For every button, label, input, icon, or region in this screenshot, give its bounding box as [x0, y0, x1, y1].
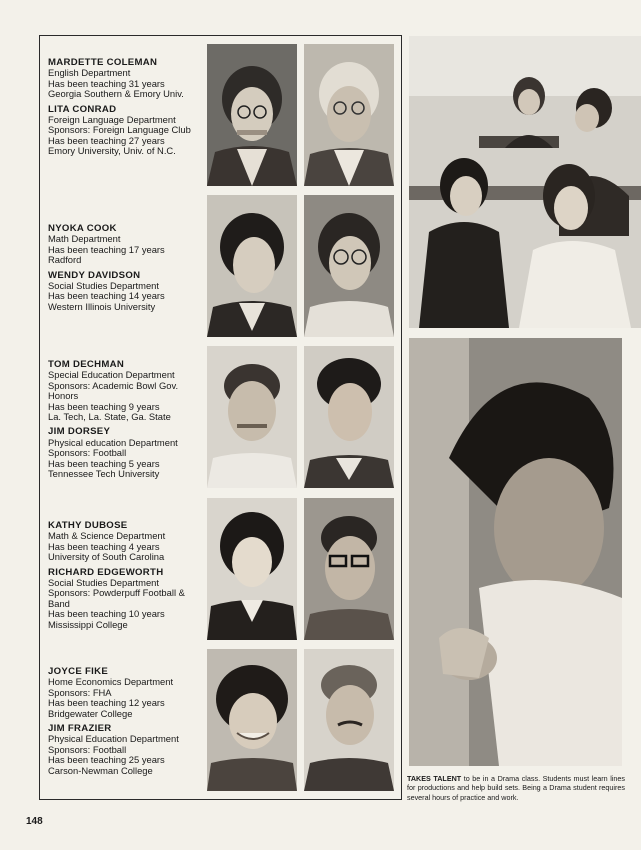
teacher-name: NYOKA COOK	[48, 223, 117, 234]
teacher-detail: Has been teaching 12 years	[48, 698, 165, 709]
teacher-detail: Math Department	[48, 234, 121, 245]
caption-text: to be in a Drama class. Students must learn lines for productions and help build sets. Being a Drama student requires several hours of practice and work.	[407, 774, 625, 802]
faculty-entry	[48, 58, 204, 100]
portrait-photo	[207, 195, 297, 337]
faculty-block-2	[48, 224, 204, 317]
faculty-entry	[48, 271, 204, 313]
teacher-name: JOYCE FIKE	[48, 666, 109, 677]
teacher-detail: Carson-Newman College	[48, 765, 153, 776]
teacher-name: MARDETTE COLEMAN	[48, 57, 158, 68]
teacher-detail: Social Studies Department	[48, 578, 159, 589]
teacher-detail: Sponsors: Football	[48, 448, 127, 459]
portrait-photo	[304, 346, 394, 488]
faculty-entry	[48, 105, 204, 157]
portrait-photo	[207, 346, 297, 488]
teacher-detail: Has been teaching 14 years	[48, 291, 165, 302]
teacher-detail: Georgia Southern & Emory Univ.	[48, 89, 184, 100]
portrait-photo	[304, 498, 394, 640]
teacher-detail: Sponsors: Foreign Language Club	[48, 124, 191, 136]
teacher-detail: Home Economics Department	[48, 677, 174, 688]
teacher-detail: University of South Carolina	[48, 552, 165, 563]
faculty-entry	[48, 724, 204, 776]
teacher-detail: Has been teaching 25 years	[48, 755, 165, 766]
faculty-entry	[48, 667, 204, 719]
teacher-detail: Foreign Language Department	[48, 115, 176, 126]
caption-lead: TAKES TALENT	[407, 774, 462, 783]
faculty-entry	[48, 427, 204, 479]
teacher-detail: Social Studies Department	[48, 281, 159, 292]
faculty-block-1	[48, 58, 204, 162]
portrait-photo	[207, 44, 297, 186]
faculty-block-5	[48, 667, 204, 781]
teacher-name: TOM DECHMAN	[48, 359, 125, 370]
faculty-entry	[48, 568, 204, 630]
teacher-detail: English Department	[48, 68, 131, 79]
teacher-name: WENDY DAVIDSON	[48, 269, 141, 281]
teacher-detail: Western Illinois University	[48, 301, 156, 312]
photo-caption	[407, 774, 625, 802]
teacher-detail: Has been teaching 27 years	[48, 135, 165, 146]
teacher-detail: Physical Education Department	[48, 734, 179, 745]
teacher-name: LITA CONRAD	[48, 103, 117, 115]
faculty-block-4	[48, 521, 204, 635]
teacher-detail: Sponsors: Powderpuff Football & Band	[48, 587, 185, 609]
teacher-detail: La. Tech, La. State, Ga. State	[48, 412, 171, 423]
teacher-detail: Sponsors: Football	[48, 744, 127, 755]
faculty-block-3	[48, 360, 204, 484]
teacher-detail: Special Education Department	[48, 370, 175, 381]
faculty-entry	[48, 224, 204, 266]
teacher-detail: Tennessee Tech University	[48, 469, 160, 480]
portrait-photo	[304, 195, 394, 337]
teacher-detail: Has been teaching 4 years	[48, 541, 160, 552]
teacher-detail: Sponsors: FHA	[48, 687, 112, 698]
portrait-photo	[207, 649, 297, 791]
teacher-detail: Has been teaching 10 years	[48, 609, 165, 620]
teacher-name: KATHY DUBOSE	[48, 520, 128, 531]
portrait-photo	[304, 649, 394, 791]
teacher-name: JIM DORSEY	[48, 426, 111, 438]
teacher-detail: Mississippi College	[48, 619, 128, 630]
classroom-photo	[409, 36, 641, 328]
teacher-detail: Math & Science Department	[48, 531, 166, 542]
teacher-detail: Has been teaching 5 years	[48, 458, 160, 469]
teacher-detail: Has been teaching 17 years	[48, 244, 165, 255]
teacher-detail: Radford	[48, 255, 82, 266]
portrait-photo	[207, 498, 297, 640]
faculty-entry	[48, 521, 204, 563]
teacher-detail: Sponsors: Academic Bowl Gov. Honors	[48, 379, 179, 402]
drama-class-photo	[409, 338, 622, 766]
portrait-photo	[304, 44, 394, 186]
teacher-detail: Has been teaching 9 years	[48, 401, 160, 412]
teacher-detail: Has been teaching 31 years	[48, 78, 165, 89]
teacher-detail: Physical education Department	[48, 437, 178, 448]
page-number: 148	[26, 816, 43, 827]
faculty-entry	[48, 360, 204, 422]
teacher-name: JIM FRAZIER	[48, 723, 112, 735]
teacher-detail: Bridgewater College	[48, 708, 133, 719]
teacher-detail: Emory University, Univ. of N.C.	[48, 146, 176, 157]
teacher-name: RICHARD EDGEWORTH	[48, 566, 164, 578]
